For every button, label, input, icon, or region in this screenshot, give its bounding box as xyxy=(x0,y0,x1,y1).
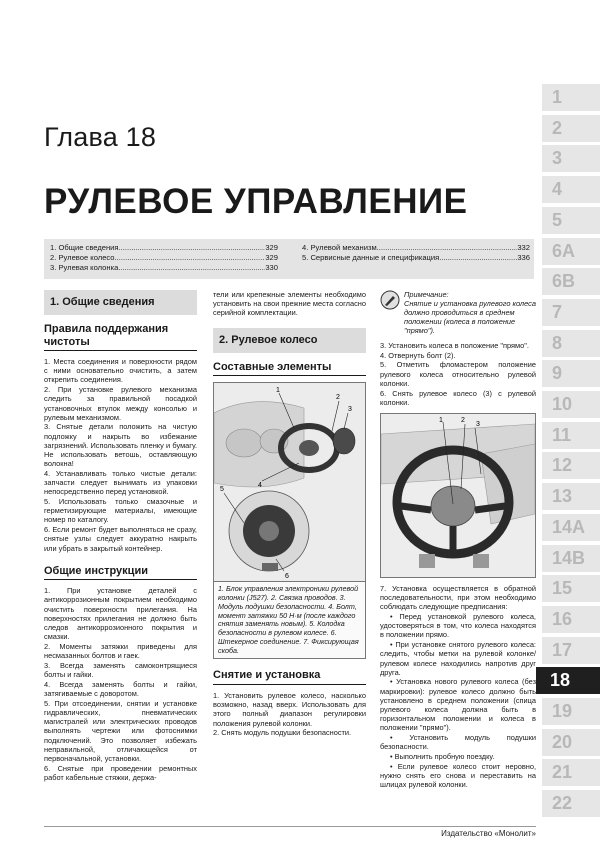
paragraph: • Установка нового рулевого колеса (без маркировки): рулевое колесо должно быть установлено в среднем положении (спица рулевого колеса должна быть в горизонтальном положении и колеса в положении "прямо"). xyxy=(380,677,536,733)
chapter-tab-18[interactable]: 18 xyxy=(536,667,600,694)
paragraph: • Перед установкой рулевого колеса, удостоверяться в том, что колеса находятся в положении прямо. xyxy=(380,612,536,640)
chapter-label: Глава 18 xyxy=(44,122,157,152)
paragraph: • Выполнить пробную поездку. xyxy=(390,752,495,762)
paragraph: 7. Установка осуществляется в обратной последовательности, при этом необходимо соблюдать следующие предписания: xyxy=(380,583,536,612)
chapter-tab-7[interactable]: 7 xyxy=(542,299,600,326)
paragraph: 5. Использовать только смазочные и герметизирующие материалы, имеющие номер по каталогу. xyxy=(44,497,197,525)
toc-entry[interactable]: 1. Общие сведения ..... 329 xyxy=(50,243,278,253)
chapter-tab-3[interactable]: 3 xyxy=(542,145,600,172)
figure-callout: 4 xyxy=(258,482,262,490)
paragraph: 1. Установить рулевое колесо, насколько возможно, назад вверх. Использовать для этого полный диапазон регулировки положения рулевой колонки. xyxy=(213,690,366,728)
paragraph: 2. Моменты затяжки приведены для несмазанных болтов и гаек. xyxy=(44,641,197,661)
figure-callout: 1 xyxy=(276,387,280,395)
paragraph: 6. Снять рулевое колесо (3) с рулевой колонки. xyxy=(380,388,536,407)
paragraph: 5. При отсоединении, снятии и установке гидравлических, пневматических магистралей или электрических проводов выполнять чертежи или фотоснимки подключений. Это позволяет избежать неправильной, отличающейся от первоначальной, установки. xyxy=(44,698,197,763)
chapter-tab-11[interactable]: 11 xyxy=(542,422,600,449)
figure-callout: 6 xyxy=(285,573,289,581)
steering-wheel-illustration xyxy=(381,414,535,577)
paragraph: 1. Места соединения и поверхности рядом с ними основательно очистить, а затем открепить соединения. xyxy=(44,357,197,385)
figure-callout: 2 xyxy=(336,394,340,402)
toc-column-right xyxy=(302,243,530,263)
paragraph: 3. Снятые детали положить на чистую подложку и накрыть во избежание загрязнений. Использовать пленку и бумагу. Не использовать ветошь, оставляющую волокна! xyxy=(44,422,197,469)
steering-wheel-removal-figure xyxy=(380,413,536,578)
steering-wheel-exploded-figure xyxy=(213,382,366,582)
column-2 xyxy=(213,290,366,738)
chapter-tab-4[interactable]: 4 xyxy=(542,176,600,203)
chapter-tab-12[interactable]: 12 xyxy=(542,452,600,479)
toc-entry[interactable]: 2. Рулевое колесо ..... 329 xyxy=(50,253,278,263)
chapter-tabs xyxy=(542,84,600,824)
cleanliness-rules-heading: Правила поддержания чистоты xyxy=(44,323,197,351)
table-of-contents xyxy=(44,239,534,279)
figure-callout: 1 xyxy=(439,416,443,424)
toc-entry[interactable]: 5. Сервисные данные и спецификация ..... 336 xyxy=(302,253,530,263)
section-2-header: 2. Рулевое колесо xyxy=(213,328,366,353)
chapter-tab-8[interactable]: 8 xyxy=(542,330,600,357)
exploded-view-illustration xyxy=(214,383,365,581)
paragraph: 6. Снятые при проведении ремонтных работ кабельные стяжки, держа- xyxy=(44,763,197,782)
figure-callout: 5 xyxy=(220,486,224,494)
chapter-tab-16[interactable]: 16 xyxy=(542,606,600,633)
figure-callout: 2 xyxy=(461,416,465,424)
chapter-tab-10[interactable]: 10 xyxy=(542,391,600,418)
paragraph: • Установить модуль подушки безопасности. xyxy=(380,733,536,752)
paragraph: 6. Если ремонт будет выполняться не сразу, снятые узлы следует аккуратно накрыть или убрать в закрытый контейнер. xyxy=(44,525,197,553)
chapter-tab-1[interactable]: 1 xyxy=(542,84,600,111)
paragraph: 5. Отметить фломастером положение рулевого колеса относительно рулевой колонки. xyxy=(380,360,536,388)
paragraph: 3. Установить колеса в положение "прямо". xyxy=(380,341,529,350)
paragraph: 2. При установке рулевого механизма следить за правильной посадкой установочных втулок между консолью и рулевым механизмом. xyxy=(44,385,197,422)
paragraph: 4. Устанавливать только чистые детали: запчасти следует вынимать из упаковки непосредственно перед установкой. xyxy=(44,468,197,497)
chapter-tab-14b[interactable]: 14B xyxy=(542,545,600,572)
paragraph: 1. При установке деталей с антикоррозионным покрытием необходимо очистить поверхности прилегания. На поверхностях прилегания не должно быть следов антикоррозионного покрытия и смазки. xyxy=(44,586,197,642)
chapter-tab-6a[interactable]: 6A xyxy=(542,238,600,265)
toc-entry[interactable]: 3. Рулевая колонка ..... 330 xyxy=(50,263,278,273)
paragraph: тели или крепежные элементы необходимо установить на свои прежние места согласно серийной комплектации. xyxy=(213,290,366,318)
column-3 xyxy=(380,290,536,789)
toc-column-left xyxy=(50,243,278,273)
pencil-note-icon xyxy=(380,290,400,310)
column-1 xyxy=(44,290,197,782)
figure-caption: 1. Блок управления электроники рулевой колонки (J527). 2. Связка проводов. 3. Модуль подушки безопасности. 4. Болт, момент затяжки 50 Н·м (после каждого снятия заменять новым). 5. Колодка безопасности в рулевом колесе. 6. Штекерное соединение. 7. Фиксирующая скоба. xyxy=(213,582,366,659)
paragraph: 3. Всегда заменять самоконтрящиеся болты и гайки. xyxy=(44,660,197,680)
chapter-tab-15[interactable]: 15 xyxy=(542,575,600,602)
paragraph: • При установке снятого рулевого колеса: следить, чтобы метки на рулевой колонке/рулевом колесе находились напротив друг друга. xyxy=(380,640,536,677)
section-1-header: 1. Общие сведения xyxy=(44,290,197,315)
note-body: Снятие и установка рулевого колеса должно проводиться в среднем положении (колеса в положение "прямо"). xyxy=(404,299,536,335)
chapter-tab-14a[interactable]: 14A xyxy=(542,514,600,541)
paragraph: 2. Снять модуль подушки безопасности. xyxy=(213,728,352,738)
chapter-tab-9[interactable]: 9 xyxy=(542,360,600,387)
publisher-footer: Издательство «Монолит» xyxy=(441,829,536,838)
chapter-tab-17[interactable]: 17 xyxy=(542,637,600,664)
paragraph: 4. Отвернуть болт (2). xyxy=(380,350,456,360)
chapter-tab-21[interactable]: 21 xyxy=(542,759,600,786)
chapter-tab-13[interactable]: 13 xyxy=(542,483,600,510)
footer-divider xyxy=(44,826,536,827)
figure-callout: 3 xyxy=(476,420,480,428)
chapter-tab-19[interactable]: 19 xyxy=(542,698,600,725)
chapter-tab-6b[interactable]: 6B xyxy=(542,268,600,295)
chapter-tab-22[interactable]: 22 xyxy=(542,790,600,817)
chapter-tab-20[interactable]: 20 xyxy=(542,729,600,756)
note-block xyxy=(380,290,536,335)
general-instructions-heading: Общие инструкции xyxy=(44,565,197,581)
toc-entry[interactable]: 4. Рулевой механизм ..... 332 xyxy=(302,243,530,253)
paragraph: 4. Всегда заменять болты и гайки, затягиваемые с доворотом. xyxy=(44,679,197,698)
chapter-tab-2[interactable]: 2 xyxy=(542,115,600,142)
components-heading: Составные элементы xyxy=(213,361,366,377)
chapter-title: РУЛЕВОЕ УПРАВЛЕНИЕ xyxy=(44,182,468,221)
paragraph: • Если рулевое колесо стоит неровно, нужно снять его снова и переставить на шлицах рулевой колонки. xyxy=(380,761,536,790)
figure-callout: 3 xyxy=(348,406,352,414)
removal-installation-heading: Снятие и установка xyxy=(213,669,366,685)
chapter-tab-5[interactable]: 5 xyxy=(542,207,600,234)
note-text xyxy=(404,290,536,335)
note-title: Примечание: xyxy=(404,290,449,299)
